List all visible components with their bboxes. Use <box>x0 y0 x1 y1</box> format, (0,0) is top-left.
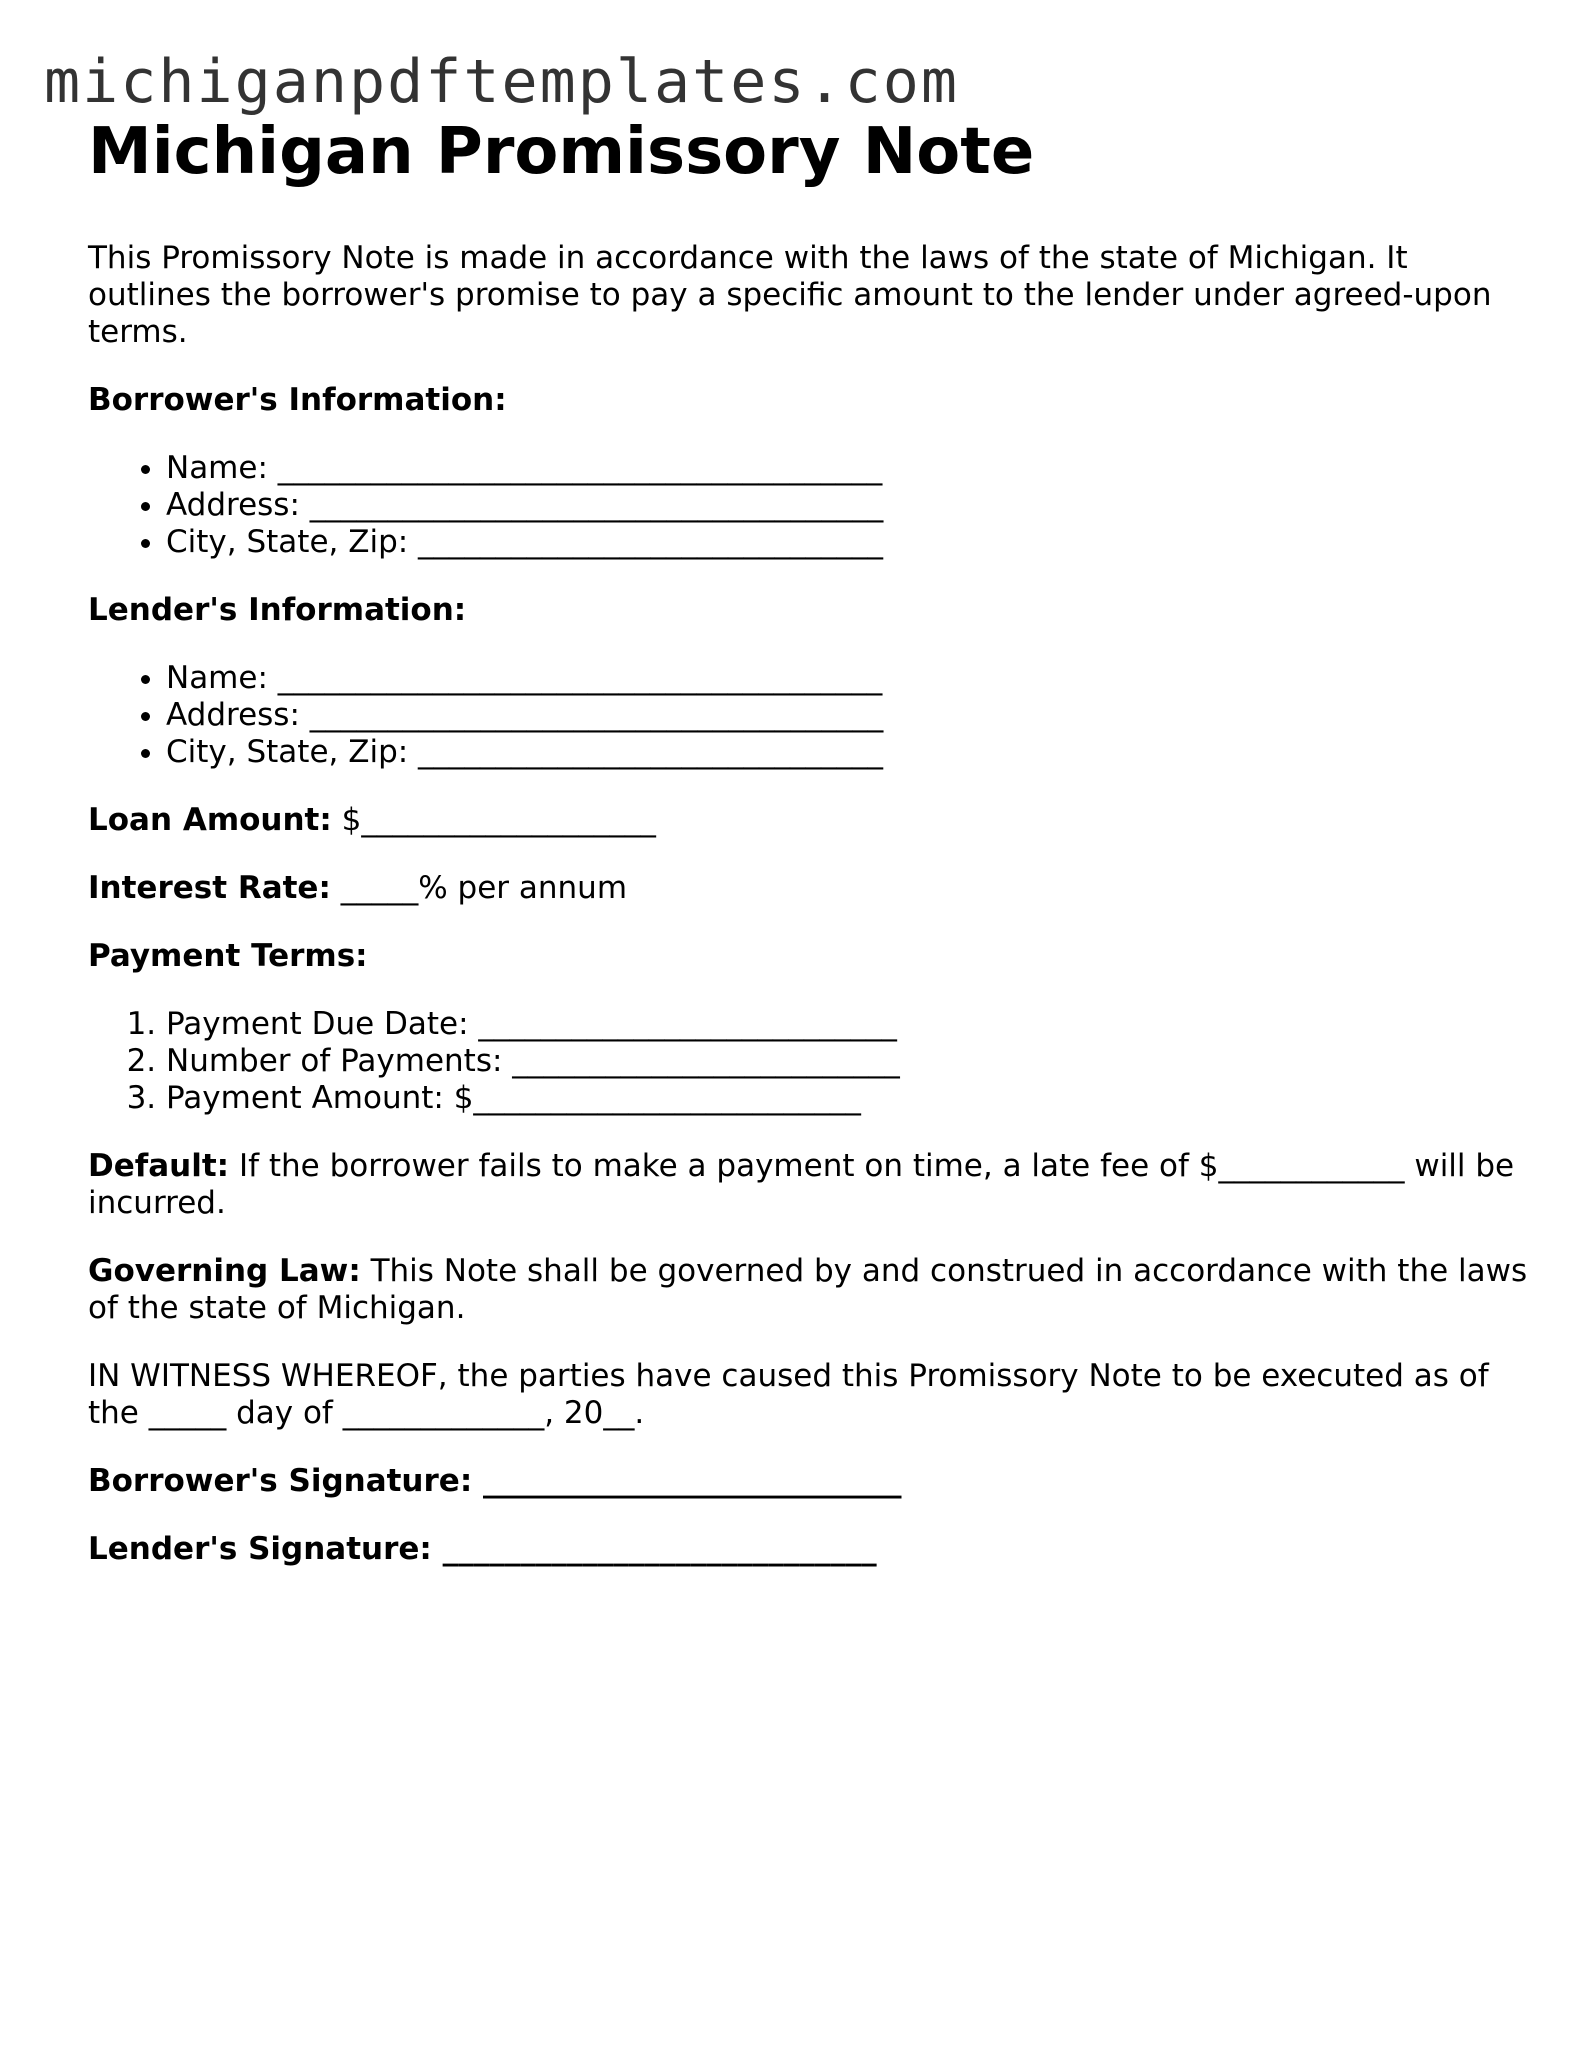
number-of-payments-field[interactable]: 2. Number of Payments: _________________________ <box>166 1043 1538 1080</box>
loan-amount-field[interactable]: $___________________ <box>341 802 656 838</box>
default-label: Default: <box>88 1148 230 1184</box>
intro-paragraph: This Promissory Note is made in accordance with the laws of the state of Michigan. It outlines the borrower's promise to pay a specific amount to the lender under agreed-upon terms. <box>88 240 1492 350</box>
borrower-heading: Borrower's Information: <box>88 382 507 418</box>
default-text[interactable]: If the borrower fails to make a payment on time, a late fee of $____________ will be incurred. <box>88 1148 1515 1221</box>
loan-amount-line <box>88 802 1538 839</box>
lender-heading: Lender's Information: <box>88 592 467 628</box>
lender-name-field[interactable]: • Name: _______________________________________ <box>166 660 1538 697</box>
witness-clause[interactable]: IN WITNESS WHEREOF, the parties have caused this Promissory Note to be executed as of the _____ day of _____________, 20__. <box>88 1358 1489 1431</box>
lender-city-state-zip-field[interactable]: • City, State, Zip: ______________________________ <box>166 734 1538 771</box>
interest-rate-label: Interest Rate: <box>88 870 331 906</box>
governing-law-clause <box>88 1253 1538 1327</box>
payment-terms-list <box>88 1006 1538 1117</box>
lender-fields <box>88 660 1538 771</box>
lender-address-field[interactable]: • Address: _____________________________________ <box>166 697 1538 734</box>
borrower-city-state-zip-field[interactable]: • City, State, Zip: ______________________________ <box>166 524 1538 561</box>
payment-terms-heading: Payment Terms: <box>88 938 368 974</box>
lender-signature-line <box>88 1531 1538 1568</box>
borrower-address-field[interactable]: • Address: _____________________________________ <box>166 487 1538 524</box>
borrower-fields <box>88 450 1538 561</box>
borrower-signature-line <box>88 1463 1538 1500</box>
lender-signature-field[interactable]: Lender's Signature: ____________________________ <box>88 1531 877 1567</box>
borrower-name-field[interactable]: • Name: _______________________________________ <box>166 450 1538 487</box>
loan-amount-label: Loan Amount: <box>88 802 332 838</box>
payment-due-date-field[interactable]: 1. Payment Due Date: ___________________________ <box>166 1006 1538 1043</box>
payment-amount-field[interactable]: 3. Payment Amount: $_________________________ <box>166 1080 1538 1117</box>
governing-law-text: This Note shall be governed by and construed in accordance with the laws of the state of Michigan. <box>88 1253 1528 1326</box>
watermark: michiganpdftemplates.com <box>44 47 959 117</box>
document-title: Michigan Promissory Note <box>88 115 1035 189</box>
borrower-signature-field[interactable]: Borrower's Signature: ___________________________ <box>88 1463 902 1499</box>
interest-rate-field[interactable]: _____% per annum <box>340 870 628 906</box>
interest-rate-line <box>88 870 1538 907</box>
document-body <box>88 240 1538 1568</box>
default-clause <box>88 1148 1538 1222</box>
document-page <box>88 112 1538 1568</box>
governing-law-label: Governing Law: <box>88 1253 361 1289</box>
